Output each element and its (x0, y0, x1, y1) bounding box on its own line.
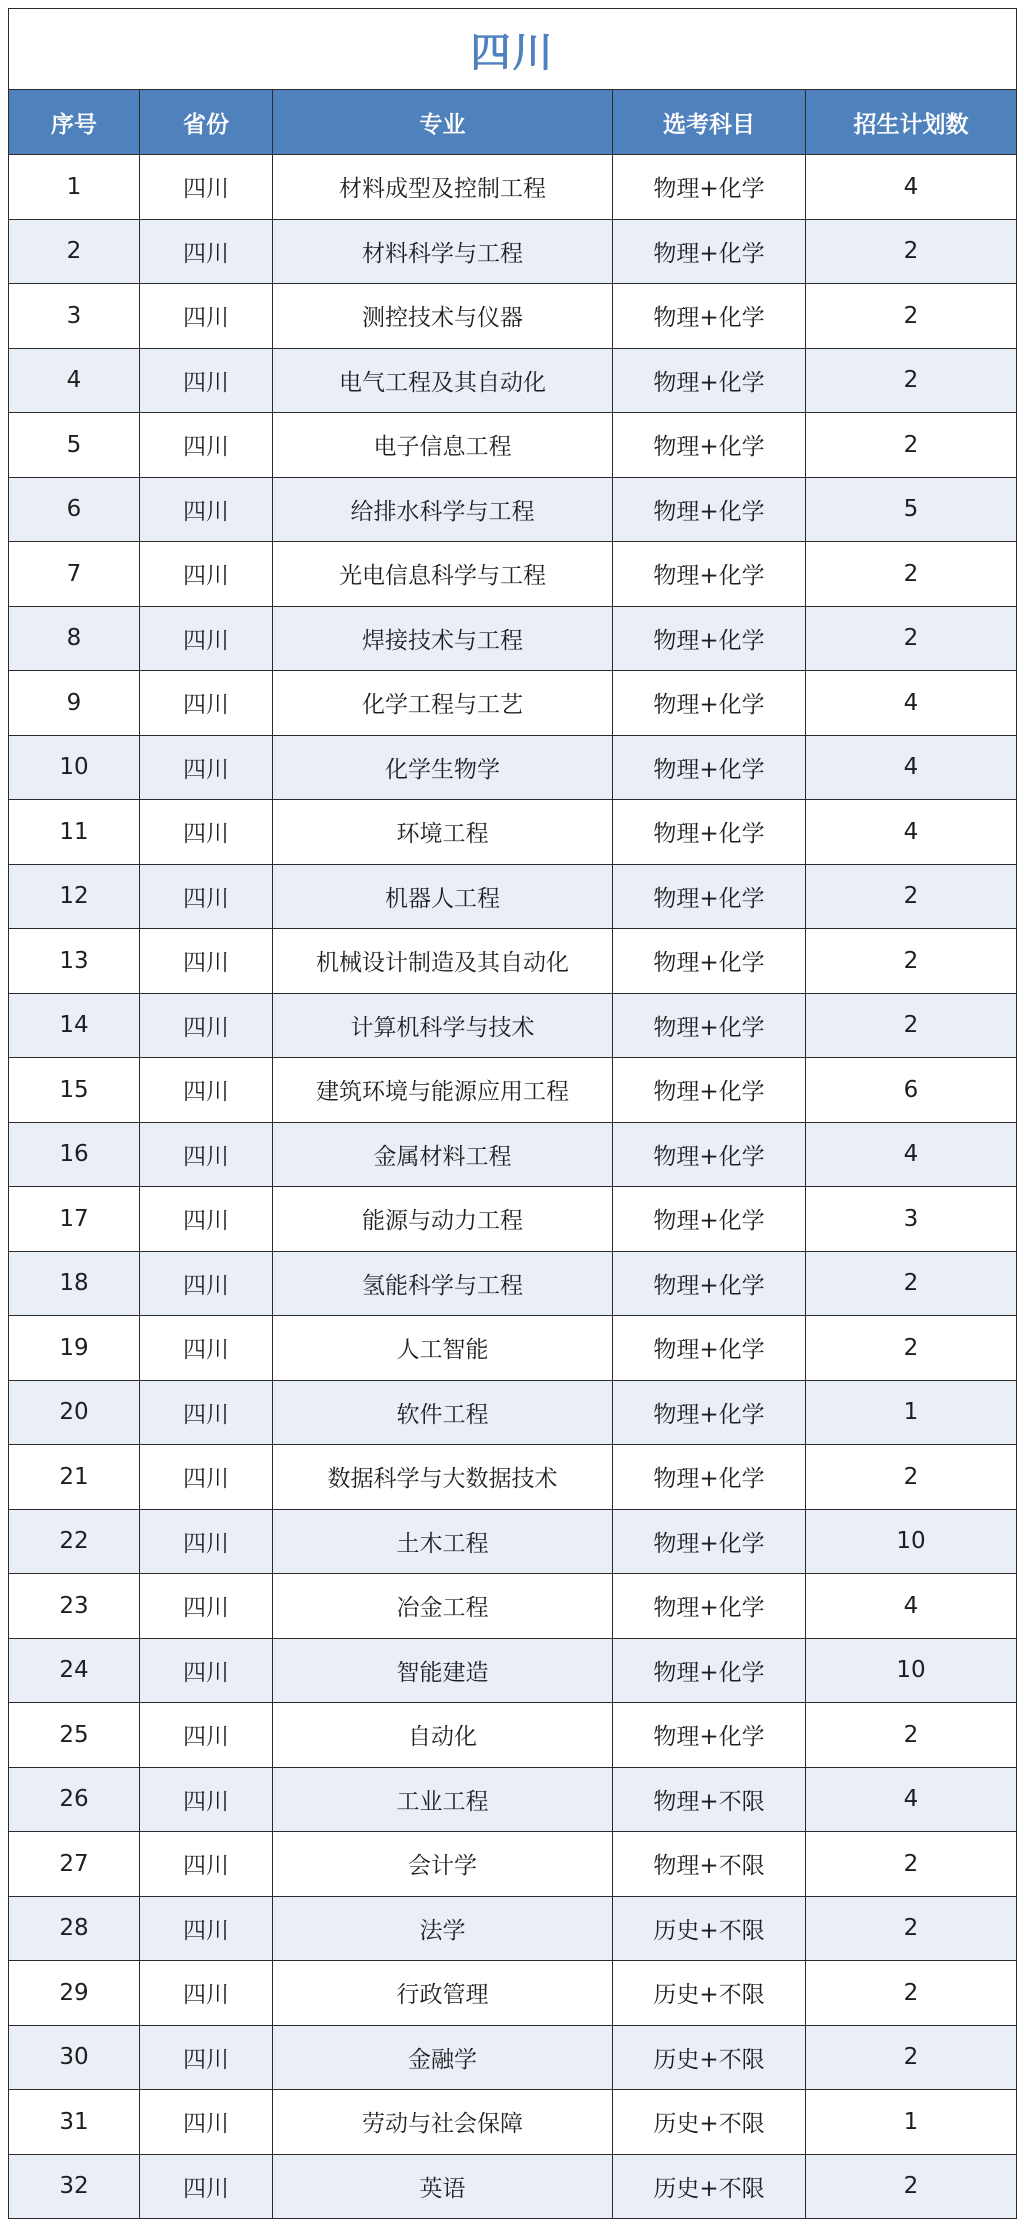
cell-province: 四川 (140, 542, 273, 607)
cell-major: 焊接技术与工程 (273, 606, 613, 671)
cell-index: 26 (9, 1767, 140, 1832)
cell-subjects: 物理+化学 (613, 1380, 806, 1445)
cell-quota: 2 (806, 993, 1017, 1058)
cell-subjects: 历史+不限 (613, 1961, 806, 2026)
table-row (9, 929, 1017, 994)
cell-index: 19 (9, 1316, 140, 1381)
cell-index: 7 (9, 542, 140, 607)
cell-index: 30 (9, 2025, 140, 2090)
cell-subjects: 物理+化学 (613, 1509, 806, 1574)
cell-major: 法学 (273, 1896, 613, 1961)
cell-subjects: 物理+化学 (613, 1445, 806, 1510)
cell-major: 材料科学与工程 (273, 219, 613, 284)
cell-major: 环境工程 (273, 800, 613, 865)
cell-quota: 2 (806, 606, 1017, 671)
cell-province: 四川 (140, 1509, 273, 1574)
table-row (9, 1509, 1017, 1574)
cell-province: 四川 (140, 864, 273, 929)
cell-subjects: 物理+不限 (613, 1832, 806, 1897)
cell-quota: 4 (806, 735, 1017, 800)
table-row (9, 1961, 1017, 2026)
table-row (9, 542, 1017, 607)
cell-subjects: 物理+化学 (613, 800, 806, 865)
cell-quota: 2 (806, 1703, 1017, 1768)
cell-subjects: 历史+不限 (613, 2090, 806, 2155)
cell-province: 四川 (140, 219, 273, 284)
cell-index: 6 (9, 477, 140, 542)
cell-major: 机器人工程 (273, 864, 613, 929)
cell-quota: 4 (806, 800, 1017, 865)
cell-province: 四川 (140, 800, 273, 865)
cell-major: 金融学 (273, 2025, 613, 2090)
cell-subjects: 物理+不限 (613, 1767, 806, 1832)
cell-quota: 2 (806, 219, 1017, 284)
table-row (9, 800, 1017, 865)
cell-subjects: 物理+化学 (613, 1122, 806, 1187)
cell-major: 化学工程与工艺 (273, 671, 613, 736)
cell-index: 13 (9, 929, 140, 994)
cell-province: 四川 (140, 1445, 273, 1510)
cell-index: 4 (9, 348, 140, 413)
table-row (9, 1316, 1017, 1381)
cell-subjects: 物理+化学 (613, 413, 806, 478)
cell-quota: 2 (806, 1896, 1017, 1961)
cell-quota: 4 (806, 1574, 1017, 1639)
enrollment-table (8, 8, 1017, 2219)
cell-index: 14 (9, 993, 140, 1058)
cell-province: 四川 (140, 477, 273, 542)
table-row (9, 1445, 1017, 1510)
cell-province: 四川 (140, 413, 273, 478)
cell-index: 23 (9, 1574, 140, 1639)
cell-subjects: 物理+化学 (613, 929, 806, 994)
cell-index: 2 (9, 219, 140, 284)
cell-major: 氢能科学与工程 (273, 1251, 613, 1316)
cell-major: 数据科学与大数据技术 (273, 1445, 613, 1510)
cell-province: 四川 (140, 2090, 273, 2155)
cell-province: 四川 (140, 1316, 273, 1381)
cell-quota: 4 (806, 671, 1017, 736)
cell-major: 电气工程及其自动化 (273, 348, 613, 413)
table-row (9, 2154, 1017, 2219)
table-row (9, 2025, 1017, 2090)
table-row (9, 671, 1017, 736)
cell-province: 四川 (140, 1380, 273, 1445)
cell-index: 18 (9, 1251, 140, 1316)
cell-major: 英语 (273, 2154, 613, 2219)
table-title: 四川 (9, 9, 1017, 90)
cell-quota: 2 (806, 348, 1017, 413)
cell-major: 土木工程 (273, 1509, 613, 1574)
cell-province: 四川 (140, 1703, 273, 1768)
cell-quota: 3 (806, 1187, 1017, 1252)
cell-province: 四川 (140, 1122, 273, 1187)
cell-subjects: 物理+化学 (613, 1187, 806, 1252)
cell-quota: 2 (806, 1832, 1017, 1897)
cell-province: 四川 (140, 1961, 273, 2026)
cell-province: 四川 (140, 348, 273, 413)
cell-province: 四川 (140, 606, 273, 671)
cell-index: 17 (9, 1187, 140, 1252)
cell-province: 四川 (140, 671, 273, 736)
cell-quota: 2 (806, 1251, 1017, 1316)
cell-major: 人工智能 (273, 1316, 613, 1381)
cell-province: 四川 (140, 1251, 273, 1316)
cell-quota: 2 (806, 929, 1017, 994)
cell-index: 15 (9, 1058, 140, 1123)
cell-quota: 1 (806, 2090, 1017, 2155)
table-row (9, 1896, 1017, 1961)
title-row (9, 9, 1017, 90)
cell-index: 27 (9, 1832, 140, 1897)
cell-quota: 2 (806, 413, 1017, 478)
table-row (9, 1380, 1017, 1445)
cell-index: 31 (9, 2090, 140, 2155)
cell-quota: 4 (806, 1122, 1017, 1187)
cell-index: 1 (9, 155, 140, 220)
cell-subjects: 物理+化学 (613, 1251, 806, 1316)
cell-quota: 4 (806, 155, 1017, 220)
cell-major: 电子信息工程 (273, 413, 613, 478)
cell-subjects: 物理+化学 (613, 219, 806, 284)
cell-province: 四川 (140, 2154, 273, 2219)
cell-major: 工业工程 (273, 1767, 613, 1832)
table-row (9, 348, 1017, 413)
cell-province: 四川 (140, 2025, 273, 2090)
table-row (9, 1122, 1017, 1187)
table-row (9, 284, 1017, 349)
cell-index: 11 (9, 800, 140, 865)
cell-quota: 10 (806, 1638, 1017, 1703)
cell-province: 四川 (140, 1832, 273, 1897)
cell-quota: 2 (806, 2025, 1017, 2090)
cell-province: 四川 (140, 1767, 273, 1832)
cell-major: 软件工程 (273, 1380, 613, 1445)
column-header-province: 省份 (140, 90, 273, 155)
cell-quota: 10 (806, 1509, 1017, 1574)
cell-subjects: 物理+化学 (613, 1316, 806, 1381)
cell-subjects: 物理+化学 (613, 864, 806, 929)
cell-quota: 2 (806, 864, 1017, 929)
cell-quota: 2 (806, 542, 1017, 607)
table-row (9, 606, 1017, 671)
cell-quota: 5 (806, 477, 1017, 542)
cell-quota: 2 (806, 1316, 1017, 1381)
cell-index: 12 (9, 864, 140, 929)
cell-subjects: 物理+化学 (613, 735, 806, 800)
cell-major: 测控技术与仪器 (273, 284, 613, 349)
cell-major: 建筑环境与能源应用工程 (273, 1058, 613, 1123)
table-body (9, 155, 1017, 2219)
cell-subjects: 物理+化学 (613, 1703, 806, 1768)
cell-subjects: 物理+化学 (613, 477, 806, 542)
table-row (9, 1767, 1017, 1832)
cell-province: 四川 (140, 993, 273, 1058)
cell-major: 劳动与社会保障 (273, 2090, 613, 2155)
table-row (9, 2090, 1017, 2155)
cell-major: 金属材料工程 (273, 1122, 613, 1187)
cell-quota: 2 (806, 1445, 1017, 1510)
cell-major: 光电信息科学与工程 (273, 542, 613, 607)
cell-quota: 2 (806, 1961, 1017, 2026)
table-row (9, 1058, 1017, 1123)
cell-subjects: 物理+化学 (613, 348, 806, 413)
cell-subjects: 历史+不限 (613, 2025, 806, 2090)
cell-subjects: 物理+化学 (613, 284, 806, 349)
cell-quota: 6 (806, 1058, 1017, 1123)
cell-major: 计算机科学与技术 (273, 993, 613, 1058)
cell-subjects: 物理+化学 (613, 1058, 806, 1123)
table-row (9, 1703, 1017, 1768)
cell-province: 四川 (140, 1574, 273, 1639)
table-row (9, 1574, 1017, 1639)
cell-index: 21 (9, 1445, 140, 1510)
cell-quota: 1 (806, 1380, 1017, 1445)
cell-province: 四川 (140, 735, 273, 800)
cell-province: 四川 (140, 1638, 273, 1703)
cell-index: 5 (9, 413, 140, 478)
column-header-index: 序号 (9, 90, 140, 155)
header-row (9, 90, 1017, 155)
column-header-major: 专业 (273, 90, 613, 155)
cell-index: 24 (9, 1638, 140, 1703)
cell-major: 智能建造 (273, 1638, 613, 1703)
cell-province: 四川 (140, 1896, 273, 1961)
cell-quota: 2 (806, 284, 1017, 349)
table-row (9, 1832, 1017, 1897)
cell-index: 22 (9, 1509, 140, 1574)
cell-major: 冶金工程 (273, 1574, 613, 1639)
cell-subjects: 物理+化学 (613, 542, 806, 607)
cell-province: 四川 (140, 1187, 273, 1252)
table-row (9, 413, 1017, 478)
cell-subjects: 物理+化学 (613, 155, 806, 220)
table-row (9, 477, 1017, 542)
table-row (9, 1187, 1017, 1252)
cell-major: 会计学 (273, 1832, 613, 1897)
cell-quota: 2 (806, 2154, 1017, 2219)
cell-subjects: 物理+化学 (613, 1638, 806, 1703)
column-header-quota: 招生计划数 (806, 90, 1017, 155)
cell-index: 28 (9, 1896, 140, 1961)
cell-index: 20 (9, 1380, 140, 1445)
cell-major: 给排水科学与工程 (273, 477, 613, 542)
cell-major: 自动化 (273, 1703, 613, 1768)
table-row (9, 864, 1017, 929)
cell-major: 机械设计制造及其自动化 (273, 929, 613, 994)
cell-index: 32 (9, 2154, 140, 2219)
cell-province: 四川 (140, 929, 273, 994)
cell-index: 25 (9, 1703, 140, 1768)
table-row (9, 219, 1017, 284)
cell-province: 四川 (140, 1058, 273, 1123)
table-row (9, 1638, 1017, 1703)
cell-subjects: 物理+化学 (613, 1574, 806, 1639)
cell-province: 四川 (140, 284, 273, 349)
cell-index: 9 (9, 671, 140, 736)
cell-subjects: 物理+化学 (613, 606, 806, 671)
cell-subjects: 物理+化学 (613, 993, 806, 1058)
cell-major: 化学生物学 (273, 735, 613, 800)
cell-index: 29 (9, 1961, 140, 2026)
table-row (9, 1251, 1017, 1316)
table-row (9, 993, 1017, 1058)
table-row (9, 155, 1017, 220)
cell-major: 行政管理 (273, 1961, 613, 2026)
cell-subjects: 物理+化学 (613, 671, 806, 736)
cell-subjects: 历史+不限 (613, 2154, 806, 2219)
cell-index: 16 (9, 1122, 140, 1187)
cell-major: 能源与动力工程 (273, 1187, 613, 1252)
cell-index: 3 (9, 284, 140, 349)
cell-major: 材料成型及控制工程 (273, 155, 613, 220)
cell-index: 10 (9, 735, 140, 800)
cell-subjects: 历史+不限 (613, 1896, 806, 1961)
cell-index: 8 (9, 606, 140, 671)
cell-quota: 4 (806, 1767, 1017, 1832)
cell-province: 四川 (140, 155, 273, 220)
table-row (9, 735, 1017, 800)
column-header-subjects: 选考科目 (613, 90, 806, 155)
